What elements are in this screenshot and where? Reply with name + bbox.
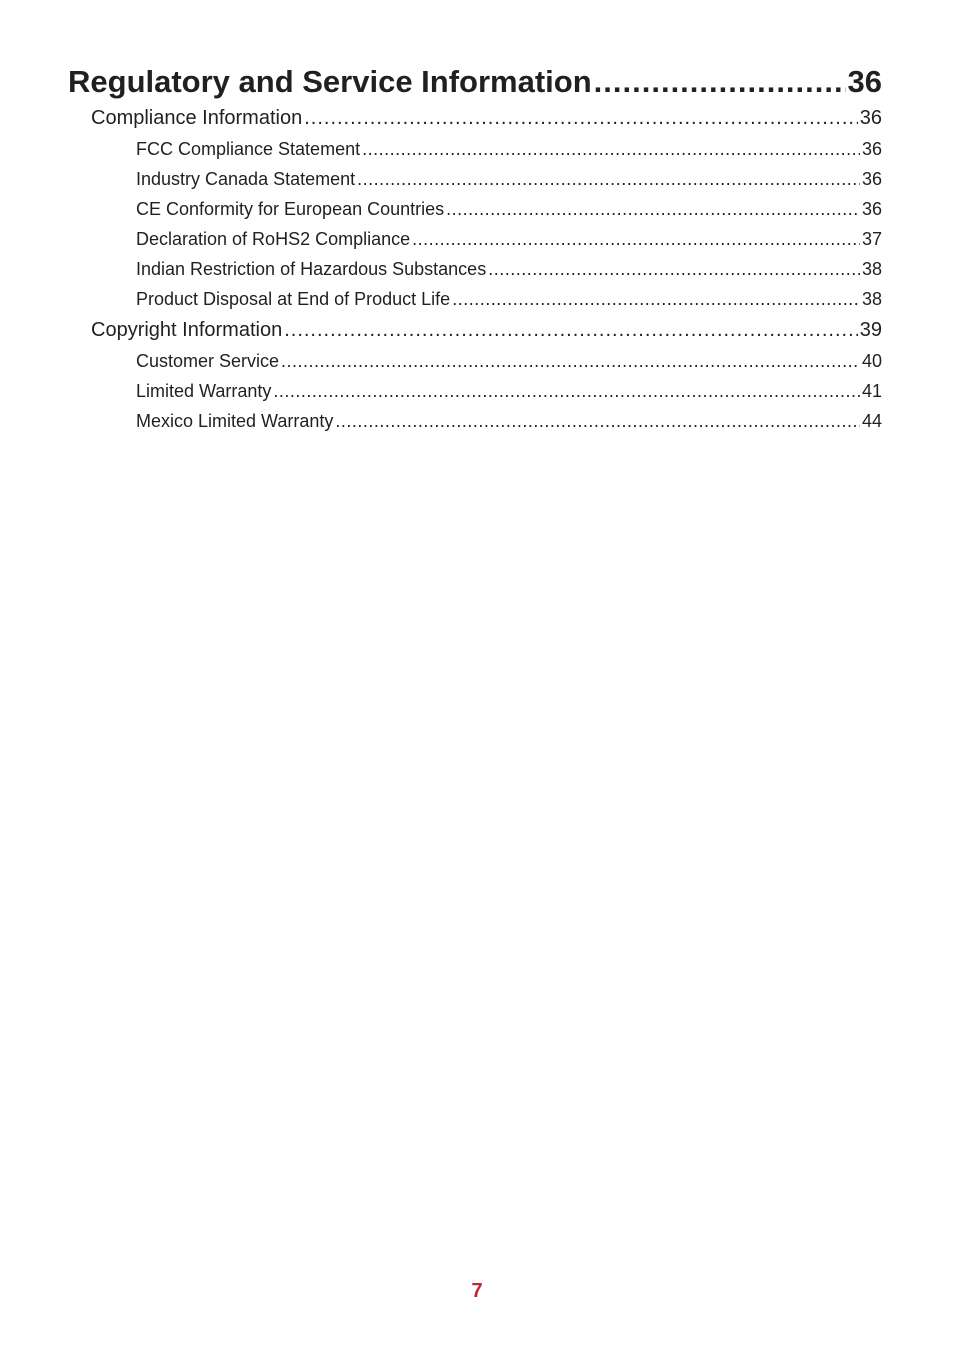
dot-leader — [281, 346, 860, 376]
toc-entry-mexico-limited-warranty[interactable] — [68, 406, 882, 436]
toc-entry-label: Limited Warranty — [136, 381, 272, 401]
dot-leader — [362, 134, 860, 164]
toc-entry-page: 38 — [861, 289, 882, 309]
toc-entry-page: 39 — [859, 319, 882, 341]
toc-entry-label: Declaration of RoHS2 Compliance — [136, 229, 411, 249]
toc-entry-label: FCC Compliance Statement — [136, 139, 361, 159]
toc-entry-limited-warranty[interactable] — [68, 376, 882, 406]
toc-entry-label: Customer Service — [136, 351, 280, 371]
dot-leader — [594, 62, 846, 102]
toc-entry-product-disposal[interactable] — [68, 284, 882, 314]
toc-entry-fcc-compliance-statement[interactable] — [68, 134, 882, 164]
dot-leader — [412, 224, 860, 254]
toc-entry-page: 36 — [859, 107, 882, 129]
toc-entry-page: 36 — [847, 64, 882, 99]
dot-leader — [284, 315, 858, 346]
toc-entry-label: Copyright Information — [91, 319, 283, 341]
page-number: 7 — [471, 1280, 483, 1302]
dot-leader — [357, 164, 860, 194]
toc-entry-label: Product Disposal at End of Product Life — [136, 289, 451, 309]
dot-leader — [273, 376, 860, 406]
toc-entry-regulatory-and-service-information[interactable] — [68, 62, 882, 102]
dot-leader — [304, 103, 858, 134]
dot-leader — [452, 284, 860, 314]
toc-entry-label: Mexico Limited Warranty — [136, 411, 334, 431]
toc-entry-label: Indian Restriction of Hazardous Substances — [136, 259, 487, 279]
toc-entry-page: 41 — [861, 381, 882, 401]
toc-entry-indian-restriction[interactable] — [68, 254, 882, 284]
table-of-contents — [68, 62, 882, 436]
dot-leader — [488, 254, 860, 284]
toc-entry-label: Regulatory and Service Information — [68, 64, 592, 99]
toc-entry-rohs2-compliance[interactable] — [68, 224, 882, 254]
toc-entry-page: 37 — [861, 229, 882, 249]
toc-entry-customer-service[interactable] — [68, 346, 882, 376]
toc-entry-label: Compliance Information — [91, 107, 303, 129]
dot-leader — [446, 194, 860, 224]
toc-entry-page: 44 — [861, 411, 882, 431]
toc-entry-page: 38 — [861, 259, 882, 279]
dot-leader — [335, 406, 860, 436]
toc-entry-label: CE Conformity for European Countries — [136, 199, 445, 219]
toc-entry-page: 40 — [861, 351, 882, 371]
toc-entry-copyright-information[interactable] — [68, 315, 882, 346]
toc-entry-compliance-information[interactable] — [68, 103, 882, 134]
toc-entry-ce-conformity[interactable] — [68, 194, 882, 224]
toc-entry-page: 36 — [861, 199, 882, 219]
toc-entry-page: 36 — [861, 139, 882, 159]
toc-entry-industry-canada-statement[interactable] — [68, 164, 882, 194]
toc-entry-page: 36 — [861, 169, 882, 189]
toc-entry-label: Industry Canada Statement — [136, 169, 356, 189]
